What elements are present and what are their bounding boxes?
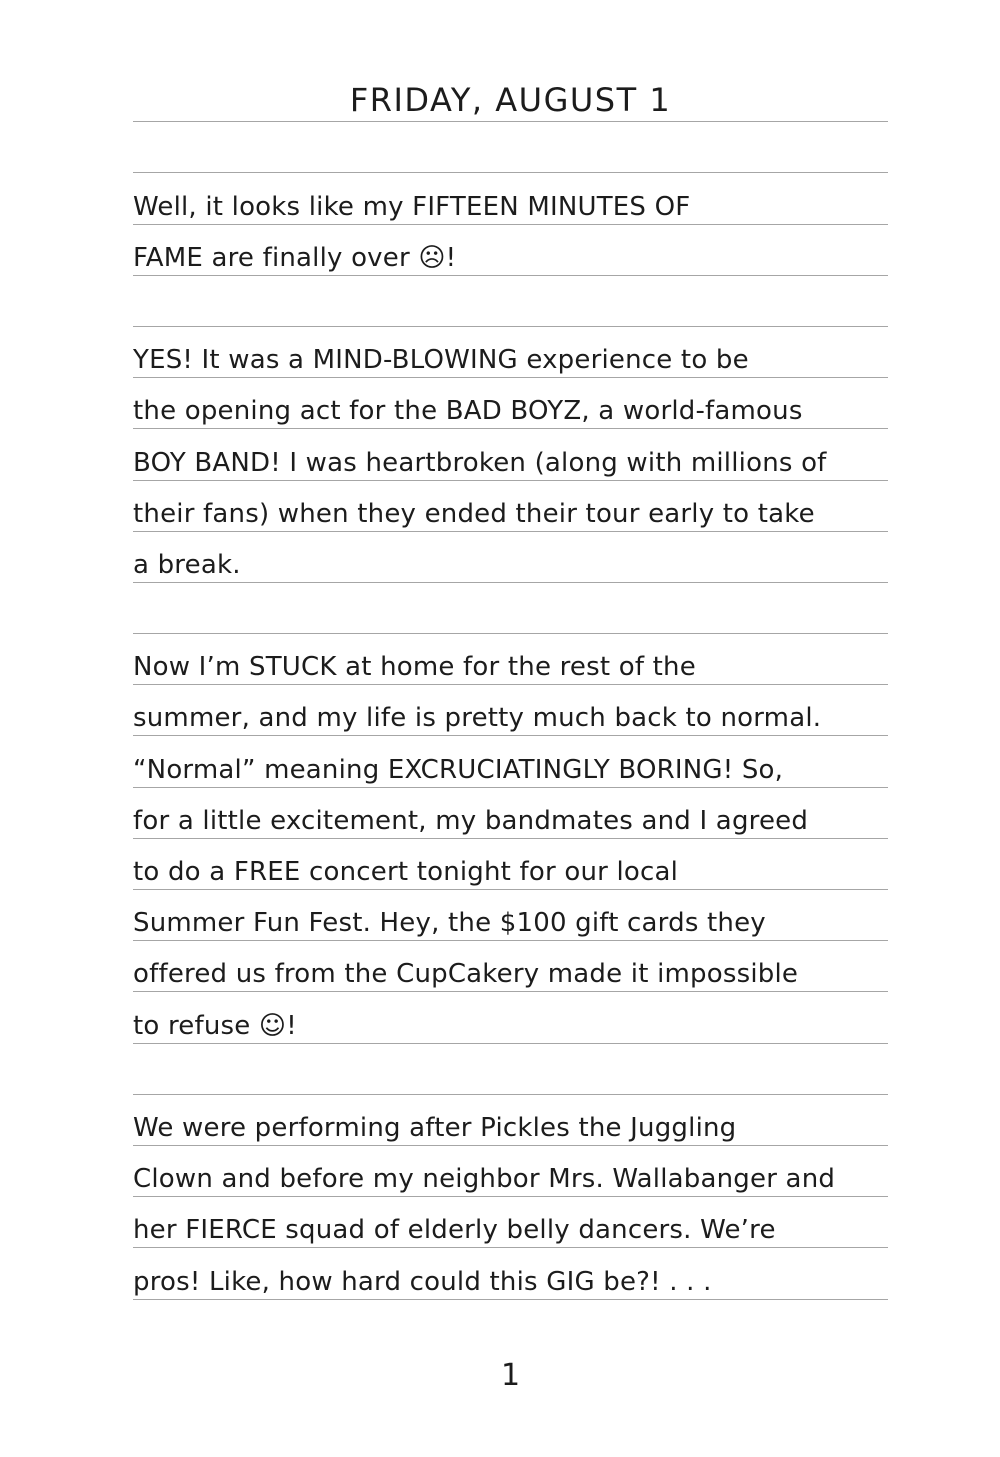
handwritten-text-line: to do a FREE concert tonight for our local <box>133 839 888 890</box>
handwritten-text-line: the opening act for the BAD BOYZ, a world-famous <box>133 378 888 429</box>
handwritten-text-line: her FIERCE squad of elderly belly dancers. We’re <box>133 1197 888 1248</box>
handwritten-text-line: summer, and my life is pretty much back to normal. <box>133 685 888 736</box>
handwritten-text-line: Clown and before my neighbor Mrs. Wallabanger and <box>133 1146 888 1197</box>
handwritten-text-line: “Normal” meaning EXCRUCIATINGLY BORING! So, <box>133 736 888 787</box>
handwritten-text-line: a break. <box>133 532 888 583</box>
page-number: 1 <box>500 1358 521 1393</box>
handwritten-text-line: their fans) when they ended their tour early to take <box>133 481 888 532</box>
handwritten-text-line: YES! It was a MIND-BLOWING experience to be <box>133 327 888 378</box>
handwritten-text-line: Now I’m STUCK at home for the rest of the <box>133 634 888 685</box>
handwritten-text-line: to refuse ☺! <box>133 992 888 1043</box>
handwritten-text-line: BOY BAND! I was heartbroken (along with millions of <box>133 429 888 480</box>
blank-ruled-line <box>133 583 888 634</box>
page-number-area <box>133 1358 888 1393</box>
ruled-lines-area <box>133 71 888 1300</box>
blank-ruled-line <box>133 1044 888 1095</box>
handwritten-text-line: offered us from the CupCakery made it impossible <box>133 941 888 992</box>
handwritten-text-line: Summer Fun Fest. Hey, the $100 gift cards they <box>133 890 888 941</box>
handwritten-text-line: pros! Like, how hard could this GIG be?! . . . <box>133 1248 888 1299</box>
blank-ruled-line <box>133 122 888 173</box>
entry-date-title: FRIDAY, AUGUST 1 <box>133 71 888 122</box>
handwritten-text-line: for a little excitement, my bandmates and I agreed <box>133 788 888 839</box>
handwritten-text-line: We were performing after Pickles the Juggling <box>133 1095 888 1146</box>
blank-ruled-line <box>133 276 888 327</box>
handwritten-text-line: Well, it looks like my FIFTEEN MINUTES OF <box>133 173 888 224</box>
handwritten-text-line: FAME are finally over ☹! <box>133 225 888 276</box>
